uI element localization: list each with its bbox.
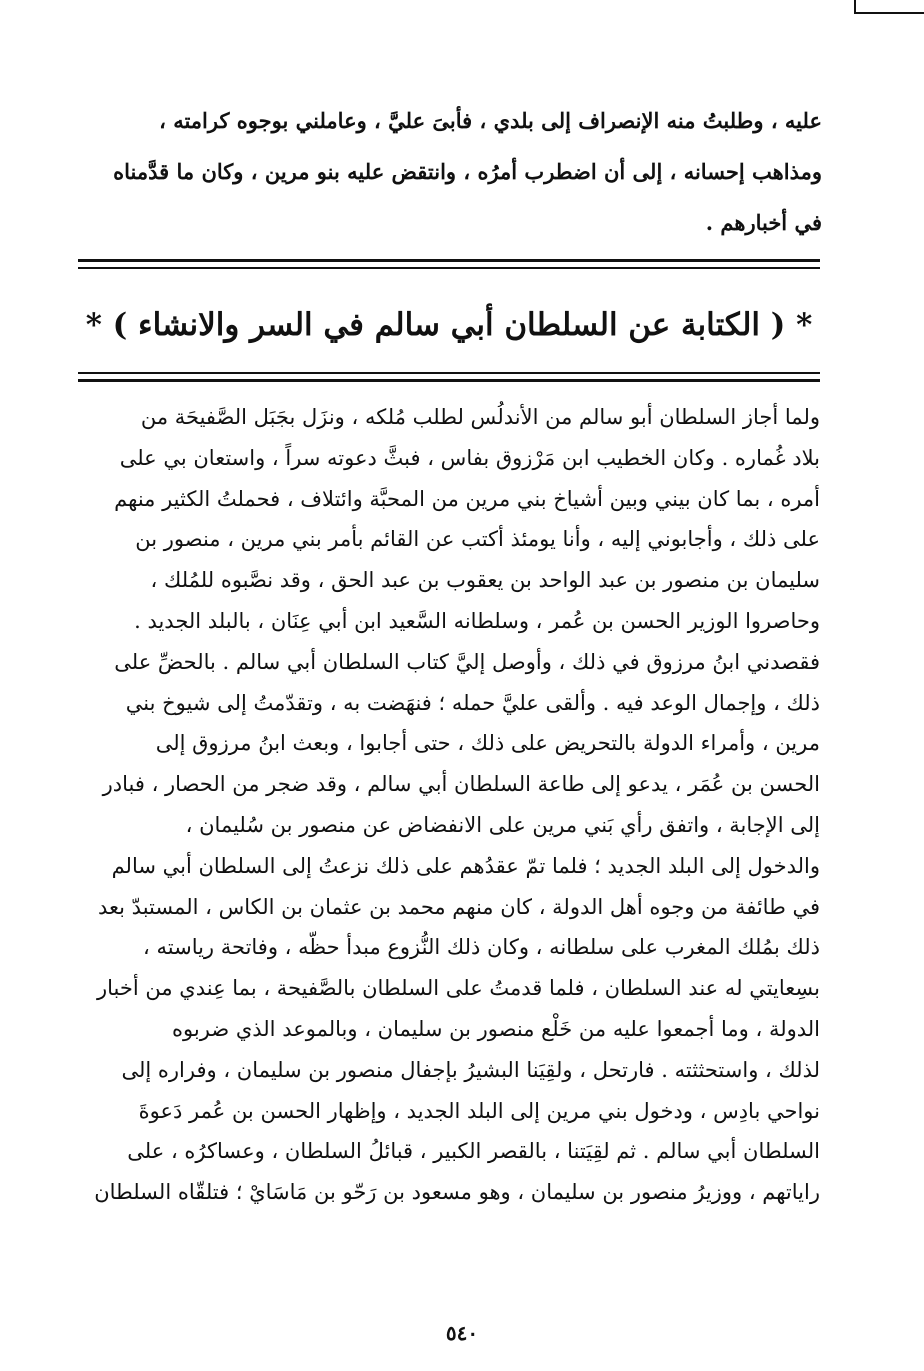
paragraph-line: وحاصروا الوزير الحسن بن عُمر ، وسلطانه السَّعيد ابن أبي عِنَان ، بالبلد الجديد . xyxy=(134,608,820,633)
paragraph-line: أمره ، بما كان بيني وبين أشياخ بني مرين من المحبَّة وائتلاف ، فحملتُ الكثير منهم xyxy=(114,486,820,511)
paragraph-line: نواحي بادِس ، ودخول بني مرين إلى البلد الجديد ، وإظهار الحسن بن عُمر دَعوةَ xyxy=(138,1098,820,1123)
divider-bottom-inner xyxy=(78,372,820,374)
paragraph-line: ومذاهب إحسانه ، إلى أن اضطرب أمرُه ، وانتقض عليه بنو مرين ، وكان ما قدَّمناه xyxy=(113,159,822,184)
section-title: * ( الكتابة عن السلطان أبي سالم في السر والانشاء ) * xyxy=(85,307,813,343)
paragraph-line: ذلك ، وإجمال الوعد فيه . وألقى عليَّ حمله ؛ فنهَضت به ، وتقدّمتُ إلى شيوخ بني xyxy=(125,690,820,715)
paragraph-line: ولما أجاز السلطان أبو سالم من الأندلُس لطلب مُلكه ، ونزَل بجَبَل الصَّفيحَة من xyxy=(140,405,820,429)
top-paragraph xyxy=(78,95,822,248)
paragraph-line: على ذلك ، وأجابوني إليه ، وأنا يومئذ أكتب عن القائم بأمر بني مرين ، منصور بن xyxy=(135,527,820,552)
paragraph-line: بلاد غُماره . وكان الخطيب ابن مَرْزوق بفاس ، فبثَّ دعوته سراً ، واستعان بي على xyxy=(119,445,820,470)
paragraph-line: لذلك ، واستحثثته . فارتحل ، ولقِيَنا البشيرُ بإجفال منصور بن سليمان ، وفراره إلى xyxy=(121,1057,820,1082)
paragraph-line: في أخبارهم . xyxy=(705,210,822,235)
paragraph-line: بسِعايتي له عند السلطان ، فلما قدمتُ على السلطان بالصَّفيحة ، بما عِندي من أخبار xyxy=(97,976,820,1001)
paragraph-line: عليه ، وطلبتُ منه الإنصراف إلى بلدي ، فأبىَ عليَّ ، وعاملني بوجوه كرامته ، xyxy=(159,108,822,133)
paragraph-line: راياتهم ، ووزيرُ منصور بن سليمان ، وهو مسعود بن رَحّو بن مَاسَايْ ؛ فتلقّاه السلطان xyxy=(94,1180,820,1205)
paragraph-line: الدولة ، وما أجمعوا عليه من خَلْع منصور بن سليمان ، وبالموعد الذي ضربوه xyxy=(172,1016,820,1041)
body-paragraph xyxy=(70,397,820,1213)
paragraph-line: الحسن بن عُمَر ، يدعو إلى طاعة السلطان أبي سالم ، وقد ضجر من الحصار ، فبادر xyxy=(102,772,820,797)
corner-mark xyxy=(854,0,924,14)
paragraph-line: فقصدني ابنُ مرزوق في ذلك ، وأوصل إليَّ كتاب السلطان أبي سالم . بالحضِّ على xyxy=(114,649,820,674)
paragraph-line: سليمان بن منصور بن عبد الواحد بن يعقوب بن عبد الحق ، وقد نصَّبوه للمُلك ، xyxy=(150,568,820,593)
paragraph-line: إلى الإجابة ، واتفق رأي بَني مرين على الانفضاض عن منصور بن سُليمان ، xyxy=(185,812,820,837)
paragraph-line: في طائفة من وجوه أهل الدولة ، كان منهم محمد بن عثمان بن الكاس ، المستبدّ بعد xyxy=(98,894,820,919)
divider-top-inner xyxy=(78,267,820,269)
paragraph-line: مرين ، وأمراء الدولة بالتحريض على ذلك ، حتى أجابوا ، وبعث ابنُ مرزوق إلى xyxy=(155,731,820,756)
paragraph-line: السلطان أبي سالم . ثم لقِيَتنا ، بالقصر الكبير ، قبائلُ السلطان ، وعساكرُه ، على xyxy=(127,1139,820,1164)
paragraph-line: ذلك بمُلك المغرب على سلطانه ، وكان ذلك النُّزوع مبدأ حظّه ، وفاتحة رياسته ، xyxy=(143,935,820,960)
paragraph-line: والدخول إلى البلد الجديد ؛ فلما تمّ عقدُهم على ذلك نزعتُ إلى السلطان أبي سالم xyxy=(111,853,820,878)
divider-top-outer xyxy=(78,259,820,262)
divider-bottom-outer xyxy=(78,379,820,382)
page-number: ٥٤٠ xyxy=(445,1321,479,1345)
